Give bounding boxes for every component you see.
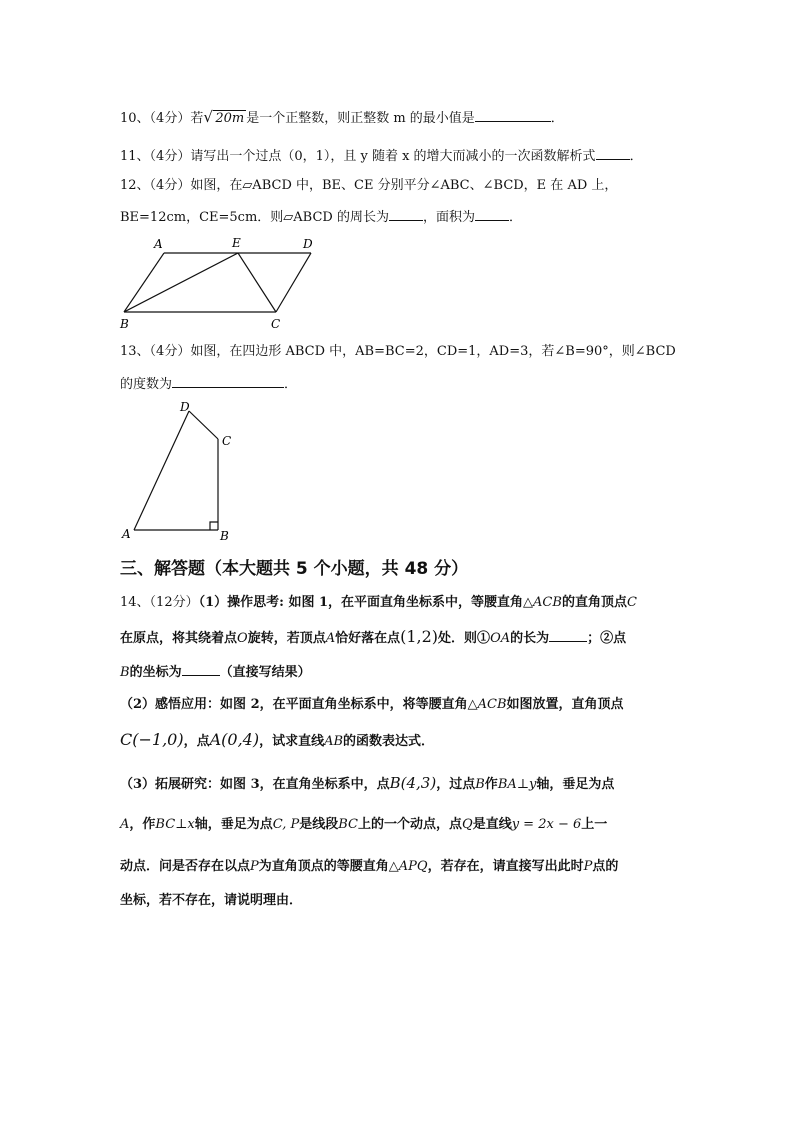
q14-p3-l2-text-b: 轴，垂足为点 (194, 817, 273, 832)
radical-sign-icon: √ (203, 108, 213, 126)
question-11 (120, 146, 643, 166)
q13-end: ． (284, 377, 298, 392)
quadrilateral-figure (118, 396, 248, 544)
segment-DA (134, 411, 189, 530)
q14-p2-text-a: （2）感悟应用：如图 2，在平面直角坐标系中，将等腰直角 (120, 697, 468, 712)
sqrt-expression (203, 110, 246, 128)
q14-p3-text-a: （3）拓展研究：如图 3，在直角坐标系中，点 (120, 777, 390, 792)
q14-p3-l3-text-d: 点的 (592, 859, 619, 874)
q14-p1-l2-text-a: 在原点，将其绕着点 (120, 631, 238, 646)
math-triangle-ACB: △ACB (523, 595, 562, 610)
label-E: E (232, 236, 241, 250)
q14-p3-l3-text-b: 为直角顶点的等腰直角 (258, 859, 389, 874)
q14-p3-text-c: 作 (484, 777, 498, 792)
math-Q: Q (462, 817, 473, 832)
q14-p2-text-b: 如图放置，直角顶点 (506, 697, 624, 712)
question-10 (120, 108, 564, 128)
q14-p1-l2-text-e: 的长为 (510, 631, 550, 646)
q14-p1-l2-text-d: 处．则① (438, 631, 491, 646)
math-C: C (626, 595, 637, 610)
q11-end: ． (629, 149, 643, 164)
segment-CD (189, 411, 218, 439)
q14-p1-l2-text-c: 恰好落在点 (335, 631, 401, 646)
parallelogram-figure (112, 232, 332, 334)
segment-BE (124, 253, 238, 312)
math-BC-perp-x: BC⊥x (155, 817, 195, 832)
q14-number: 14、（12分） (120, 595, 199, 610)
math-P-2: P (583, 859, 593, 874)
math-A: A (325, 631, 336, 646)
math-O: O (237, 631, 248, 646)
question-13-line-1 (120, 343, 676, 361)
label-A: A (122, 527, 131, 541)
q10-end: ． (550, 111, 564, 126)
math-BA-perp-y: BA⊥y (497, 777, 537, 792)
label-C: C (271, 317, 281, 331)
label-A: A (154, 237, 163, 251)
q13-text-2: 的度数为 (120, 377, 173, 392)
math-point-1-2: (1,2) (400, 627, 439, 646)
q14-p2-l2-text-b: ，试求直线 (259, 734, 325, 749)
q14-p1-l3-text-a: 的坐标为 (129, 665, 182, 680)
q14-p3-l3-text-a: 动点．问是否存在以点 (120, 859, 251, 874)
q14-B-coordinate-blank[interactable] (182, 662, 220, 676)
q14-p2-l2-text-c: 的函数表达式． (343, 734, 435, 749)
q14-p1-text: （1）操作思考: 如图 1，在平面直角坐标系中，等腰直角 (198, 595, 524, 610)
q14-p3-l4-text: 坐标，若不存在，请说明理由． (120, 893, 303, 908)
math-A-2: A (120, 817, 130, 832)
q14-p3-l2-text-f: 上一 (581, 817, 608, 832)
math-point-A: A(0,4) (209, 730, 260, 749)
segment-CE (238, 253, 276, 312)
q14-part1-line3 (120, 662, 311, 682)
q14-p1-l3-text-b: （直接写结果） (219, 665, 311, 680)
section-3-title: 三、解答题（本大题共 5 个小题，共 48 分） (120, 559, 469, 579)
q14-OA-length-blank[interactable] (549, 628, 587, 642)
q14-part2-line2 (120, 731, 434, 751)
q14-p3-l3-text-c: ，若存在，请直接写出此时 (427, 859, 584, 874)
q14-p2-l2-text-a: ，点 (183, 734, 210, 749)
q14-part1-line2 (120, 628, 626, 648)
math-triangle-ACB-2: △ACB (467, 697, 507, 712)
math-C-P: C, P (272, 817, 300, 832)
math-point-B: B(4,3) (389, 774, 437, 792)
q12-text-2a: BE=12cm，CE=5cm．则▱ABCD 的周长为 (120, 210, 389, 225)
q11-text: 11、（4分）请写出一个过点（0，1），且 y 随着 x 的增大而减小的一次函数解析式 (120, 149, 596, 164)
segment-DC (276, 253, 311, 312)
q14-part3-line4 (120, 892, 302, 910)
q14-p1-text-2: 的直角顶点 (561, 595, 627, 610)
q14-p3-text-d: 轴，垂足为点 (536, 777, 615, 792)
q10-body: 是一个正整数，则正整数 m 的最小值是 (246, 111, 475, 126)
math-triangle-APQ: △APQ (388, 859, 428, 874)
label-B: B (220, 529, 229, 543)
q14-p3-l2-text-a: ，作 (129, 817, 156, 832)
q14-p3-l2-text-c: 是线段 (299, 817, 339, 832)
q14-p3-l2-text-e: 是直线 (472, 817, 512, 832)
math-line-equation: y = 2x − 6 (511, 817, 582, 832)
q14-p1-l2-text-b: 旋转，若顶点 (247, 631, 326, 646)
math-AB: AB (324, 734, 344, 749)
q14-p3-text-b: ，过点 (436, 777, 476, 792)
q14-part3-line3 (120, 858, 618, 876)
label-D: D (180, 400, 190, 414)
q10-answer-blank[interactable] (475, 108, 551, 122)
label-C: C (222, 434, 232, 448)
math-B: B (120, 665, 130, 680)
q12-end: ． (509, 210, 523, 225)
math-point-C: C(−1,0) (120, 730, 184, 749)
right-angle-mark-icon (210, 522, 218, 530)
q10-prefix: 10、（4分）若 (120, 111, 204, 126)
question-12-line-2 (120, 207, 522, 227)
label-D: D (303, 237, 313, 251)
q14-part3-line1 (120, 774, 614, 794)
label-B: B (120, 317, 129, 331)
q13-answer-blank[interactable] (172, 374, 284, 388)
math-BC: BC (338, 817, 358, 832)
q14-p3-l2-text-d: 上的一个动点，点 (358, 817, 463, 832)
q11-answer-blank[interactable] (596, 146, 630, 160)
math-B-2: B (475, 777, 485, 792)
q12-area-blank[interactable] (475, 207, 509, 221)
question-12-line-1 (120, 177, 617, 195)
math-P: P (250, 859, 259, 874)
q14-p1-l2-text-f: ；②点 (587, 631, 627, 646)
q12-text-2b: ，面积为 (422, 210, 475, 225)
question-13-line-2 (120, 374, 297, 394)
q14-part1-line1 (120, 594, 637, 612)
q14-part2-line1 (120, 696, 624, 714)
q12-perimeter-blank[interactable] (389, 207, 423, 221)
q12-text-1: 12、（4分）如图，在▱ABCD 中，BE、CE 分别平分∠ABC、∠BCD，E 在 AD 上， (120, 178, 618, 193)
q14-part3-line2 (120, 816, 607, 834)
segment-AB (124, 253, 164, 312)
math-OA: OA (490, 631, 511, 646)
radicand: 20m (215, 111, 245, 126)
q13-text-1: 13、（4分）如图，在四边形 ABCD 中，AB=BC=2，CD=1，AD=3，若∠B=90°，则∠BCD (120, 344, 676, 359)
